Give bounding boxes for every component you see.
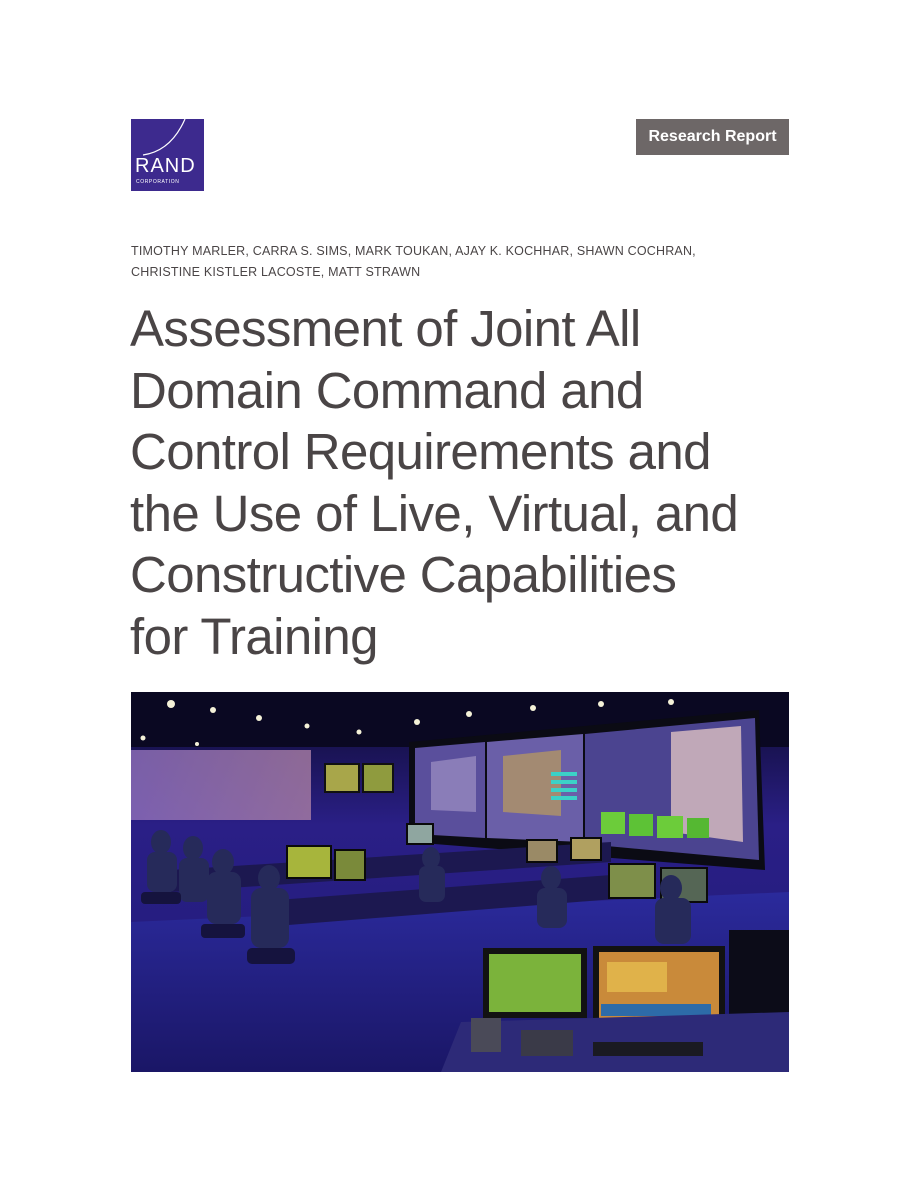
operations-center-illustration — [131, 692, 789, 1072]
author-list — [131, 241, 791, 283]
rand-logo — [131, 119, 204, 191]
rand-logo-subtext: CORPORATION — [136, 179, 180, 185]
title-line: Constructive Capabilities — [130, 546, 677, 603]
author-line: CHRISTINE KISTLER LACOSTE, MATT STRAWN — [131, 265, 421, 279]
report-type-badge: Research Report — [636, 119, 789, 155]
title-line: for Training — [130, 607, 378, 665]
report-title — [130, 298, 810, 667]
title-line: the Use of Live, Virtual, and — [130, 484, 739, 542]
rand-logo-word: RAND — [135, 155, 196, 177]
title-line: Assessment of Joint All — [130, 300, 641, 357]
title-line: Domain Command and — [130, 361, 644, 419]
operations-center-photo — [131, 692, 789, 1072]
author-line: TIMOTHY MARLER, CARRA S. SIMS, MARK TOUKAN, AJAY K. KOCHHAR, SHAWN COCHRAN, — [131, 244, 696, 258]
title-line: Control Requirements and — [130, 423, 711, 480]
